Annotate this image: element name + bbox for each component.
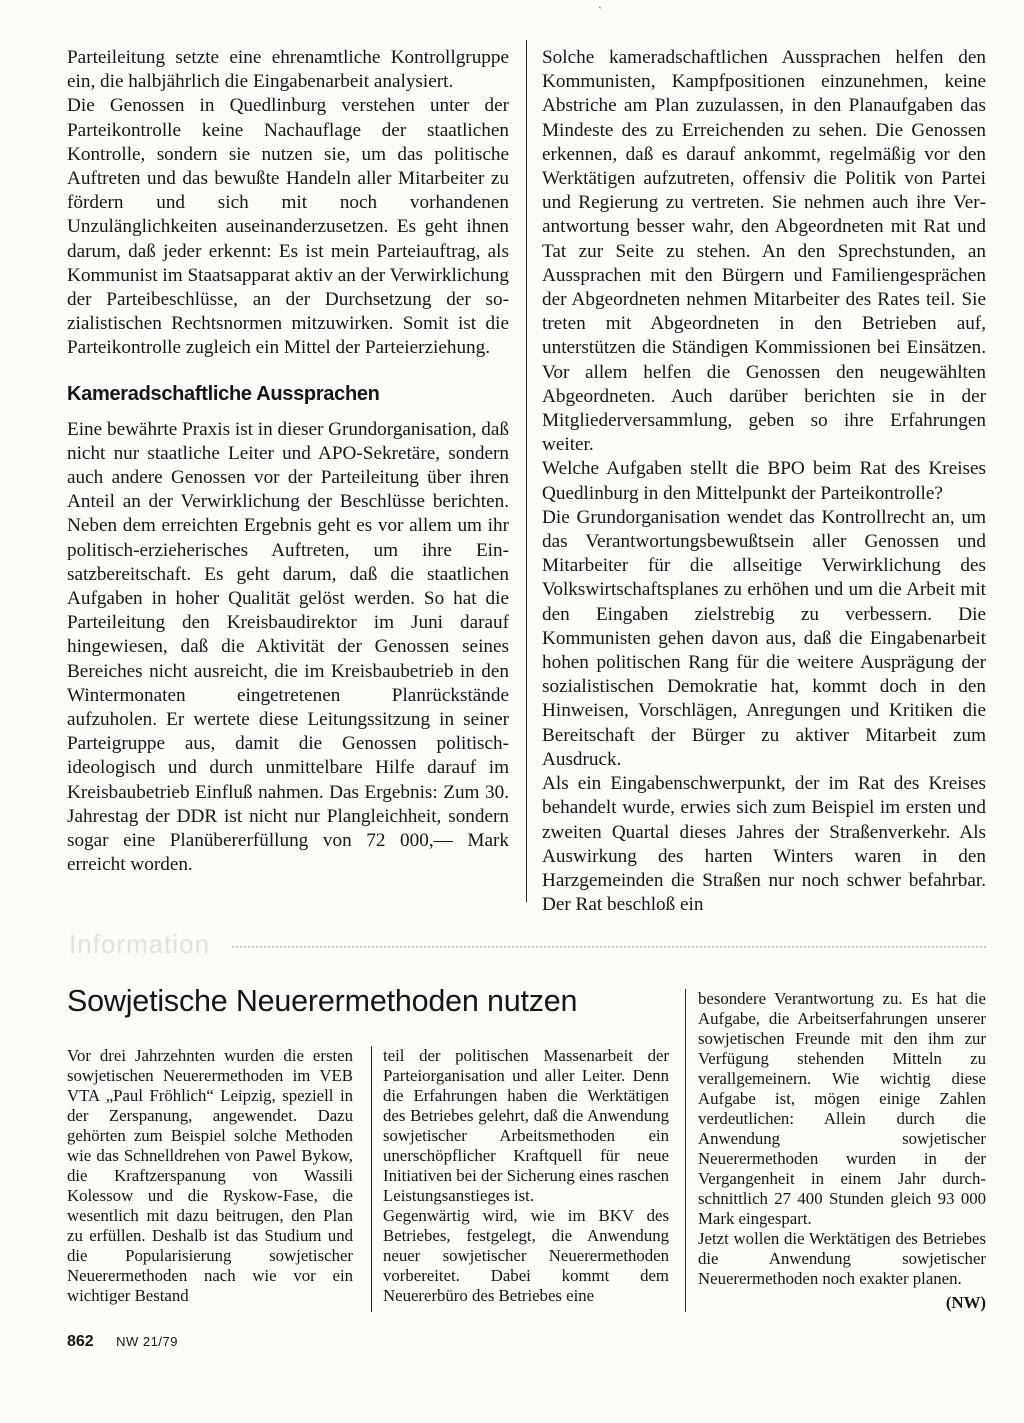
section-heading: Kameradschaftliche Aussprachen	[67, 382, 380, 405]
info-box-label: Information	[69, 929, 211, 959]
paragraph: teil der politischen Massenarbeit der Parteiorganisation und aller Leiter. Denn die Erfahrungen haben die Werktätigen des Betriebes gelehrt, daß die Anwendung sowjetischer Arbeitsmethoden ein unerschöpflicher Kraftquell für neue Initiativen bei der Sicherung eines raschen Leistungsanstieges ist.	[383, 1046, 669, 1205]
paragraph: Die Grundorganisation wendet das Kontrollrecht an, um das Verantwortungsbewußtsein aller Genossen und Mitarbeiter für die allseitige Verwirklichung des Volkswirtschaftsplanes zu erhöhen und um die Arbeit mit den Eingaben zielstrebig zu verbessern. Die Kommunisten gehen davon aus, daß die Eingabenarbeit hohen politischen Rang für die weitere Ausprägung der sozialistischen Demokratie hat, kommt doch in den Hinweisen, Vorschlägen, Anregungen und Kritiken die Bereitschaft der Bürger zu aktiver Mitarbeit zum Ausdruck.	[542, 506, 986, 770]
paragraph: Als ein Eingabenschwerpunkt, der im Rat des Kreises behandelt wurde, erwies sich zum Beispiel im ersten und zweiten Quartal dieses Jahres der Straßenverkehr. Als Auswirkung des harten Winters waren in den Harzgemeinden die Straßen nur noch schwer befahrbar. Der Rat beschloß ein	[542, 773, 986, 916]
info-column-2	[383, 1046, 669, 1306]
page-footer	[67, 1333, 178, 1351]
issue-label: NW 21/79	[116, 1334, 178, 1349]
paragraph: Parteileitung setzte eine ehrenamtliche Kontrollgruppe ein, die halbjährlich die Eingabenarbeit analysiert.	[67, 47, 509, 93]
paragraph: Jetzt wollen die Werktätigen des Betriebes die Anwendung sowjetischer Neuerermethoden noch exakter planen.	[698, 1229, 986, 1288]
author-signature: (NW)	[945, 1293, 986, 1312]
info-column-3	[698, 989, 986, 1313]
article-column-left	[67, 46, 509, 878]
scan-artifact: `	[598, 4, 602, 18]
info-box-headline: Sowjetische Neuerermethoden nutzen	[67, 984, 578, 1018]
page-number: 862	[67, 1333, 94, 1350]
question-paragraph: Welche Aufgaben stellt die BPO beim Rat des Kreises Quedlinburg in den Mittelpunkt der Parteikontrolle?	[542, 458, 986, 504]
paragraph: Die Genossen in Quedlinburg verstehen unter der Parteikontrolle keine Nachauflage der staatlichen Kontrolle, sondern sie nutzen sie, um das politische Auftreten und das bewußte Handeln aller Mitarbeiter zu fördern und sich mit noch vorhandenen Unzulänglichkeiten auseinanderzusetzen. Es geht ihnen darum, daß jeder erkennt: Es ist mein Parteiauftrag, als Kommunist im Staatsapparat aktiv an der Verwirklichung der Parteibeschlüsse, an der Durchsetzung der sozialistischen Rechtsnormen mitzuwirken. Somit ist die Parteikontrolle zugleich ein Mittel der Parteierziehung.	[67, 95, 509, 359]
column-divider	[371, 1046, 372, 1312]
info-column-1	[67, 1046, 353, 1306]
column-divider	[685, 989, 686, 1312]
paragraph: Eine bewährte Praxis ist in dieser Grundorganisation, daß nicht nur staatliche Leiter und APO-Sekretäre, sondern auch andere Genossen vor der Parteileitung über ihren Anteil an der Verwirklichung der Beschlüsse berichten. Neben dem erreichten Ergebnis geht es vor allem um ihr politisch-erzieherisches Auftreten, um ihre Einsatzbereitschaft. Es geht darum, daß die staatlichen Aufgaben in hoher Qualität gelöst werden. So hat die Parteileitung den Kreisbaudirektor im Juni darauf hingewiesen, daß die Aktivität der Genossen seines Bereiches nicht ausreicht, die im Kreisbaubetrieb in den Wintermonaten eingetretenen Planrückstände aufzuholen. Er wertete diese Leitungssitzung in seiner Parteigruppe aus, damit die Genossen politisch-ideologisch und durch unmittelbare Hilfe darauf im Kreisbaubetrieb Einfluß nahmen. Das Ergebnis: Zum 30. Jahrestag der DDR ist nicht nur Plangleichheit, sondern sogar eine Planübererfüllung von 72 000,— Mark erreicht worden.	[67, 418, 509, 876]
info-box-divider	[232, 946, 986, 948]
paragraph: Gegenwärtig wird, wie im BKV des Betriebes, festgelegt, die Anwendung neuer sowjetischer Neuerermethoden vorbereitet. Dabei kommt dem Neuererbüro des Betriebes eine	[383, 1206, 669, 1305]
paragraph: Solche kameradschaftlichen Aussprachen helfen den Kommunisten, Kampfpositionen einzunehmen, keine Abstriche am Plan zuzulassen, in den Planaufgaben das Mindeste des zu Erreichenden zu sehen. Die Genossen erkennen, daß es darauf ankommt, regelmäßig vor den Werktätigen aufzutreten, offensiv die Politik von Partei und Regierung zu vertreten. Sie nehmen auch ihre Verantwortung besser wahr, den Abgeordneten mit Rat und Tat zur Seite zu stehen. An den Sprechstunden, an Aussprachen mit den Bürgern und Familiengesprächen der Abgeordneten nehmen Mitarbeiter des Rates teil. Sie treten mit Abgeordneten in den Betrieben auf, unterstützen die Ständigen Kommissionen bei Einsätzen. Vor allem helfen die Genossen den neugewählten Abgeordneten. Auch darüber berichten sie in der Mitgliederversammlung, geben so ihre Erfahrungen weiter.	[542, 47, 986, 456]
column-divider	[526, 40, 527, 902]
paragraph: Vor drei Jahrzehnten wurden die ersten sowjetischen Neuerermethoden im VEB VTA „Paul Fröhlich“ Leipzig, speziell in der Zerspanung, angewendet. Dazu gehörten zum Beispiel solche Methoden wie das Schnelldrehen von Pawel Bykow, die Kraftzerspanung von Wassili Kolessow und die Ryskow-Fase, die wesentlich mit dazu beitrugen, den Plan zu erfüllen. Deshalb ist das Studium und die Popularisierung sowjetischer Neuerermethoden nach wie vor ein wichtiger Bestand	[67, 1046, 353, 1305]
paragraph: besondere Verantwortung zu. Es hat die Aufgabe, die Arbeitserfahrungen unserer sowjetischen Freunde mit den ihm zur Verfügung stehenden Mitteln zu verallgemeinern. Wie wichtig diese Aufgabe ist, mögen einige Zahlen verdeutlichen: Allein durch die Anwendung sowjetischer Neuerermethoden wurden in der Vergangenheit in einem Jahr durchschnittlich 27 400 Stunden gleich 93 000 Mark eingespart.	[698, 989, 986, 1228]
article-column-right	[542, 46, 986, 917]
